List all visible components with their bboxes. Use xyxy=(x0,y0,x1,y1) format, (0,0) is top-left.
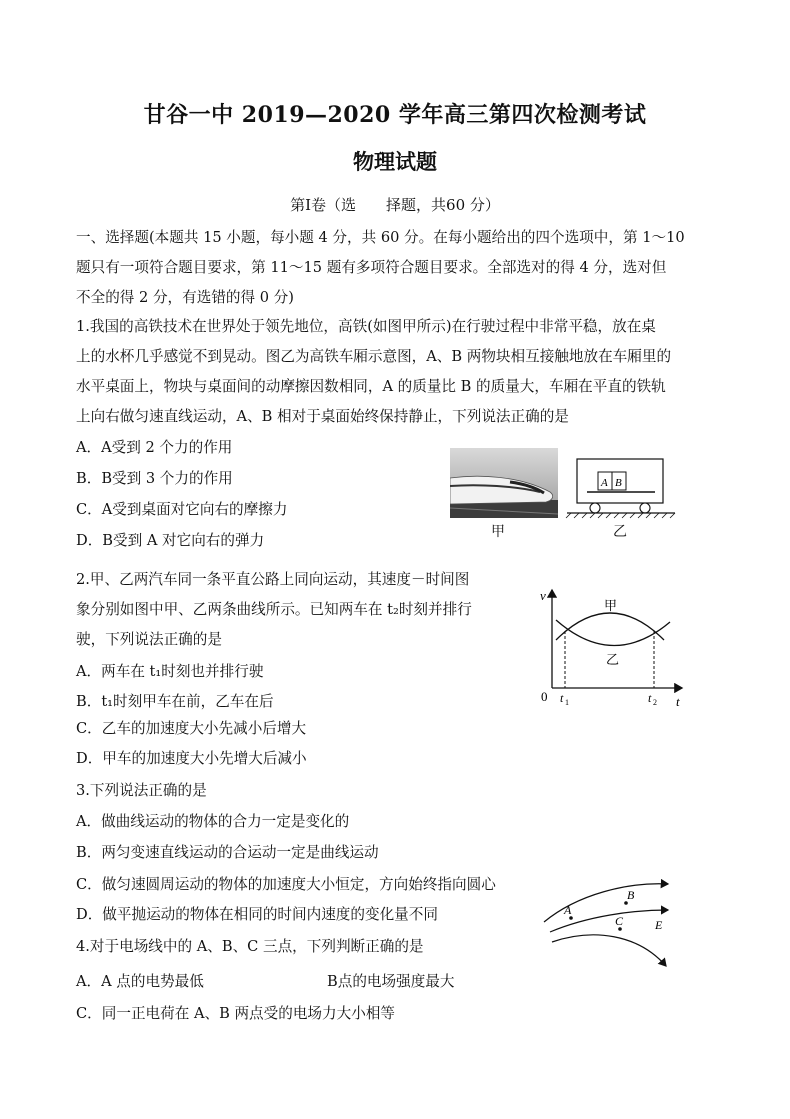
q1-stem-line: 水平桌面上，物块与桌面间的动摩擦因数相同，A 的质量比 B 的质量大，车厢在平直的铁轨 xyxy=(76,378,666,395)
section-heading: 第Ⅰ卷（选 择题，共60 分） xyxy=(290,196,500,214)
fig-yi-caption: 乙 xyxy=(613,524,627,540)
q3-option-a: A．做曲线运动的物体的合力一定是变化的 xyxy=(76,813,350,830)
t1-label: t xyxy=(560,691,564,705)
velocity-time-graph xyxy=(536,584,686,712)
q2-option-a: A．两车在 t₁时刻也并排行驶 xyxy=(76,663,264,680)
q2-stem-line: 2.甲、乙两汽车同一条平直公路上同向运动，其速度－时间图 xyxy=(76,571,470,588)
q3-option-b: B．两匀变速直线运动的合运动一定是曲线运动 xyxy=(76,844,379,861)
q2-option-c: C．乙车的加速度大小先减小后增大 xyxy=(76,720,307,737)
field-line xyxy=(552,935,666,966)
curve-jia xyxy=(556,613,664,640)
curve-yi xyxy=(556,620,670,646)
carriage-diagram xyxy=(565,455,677,519)
t-axis-label: t xyxy=(676,694,680,709)
block-a-label: A xyxy=(601,477,608,489)
curve-yi-label: 乙 xyxy=(606,653,620,668)
q3-option-c: C．做匀速圆周运动的物体的加速度大小恒定，方向始终指向圆心 xyxy=(76,876,496,893)
q3-option-d: D．做平抛运动的物体在相同的时间内速度的变化量不同 xyxy=(76,906,438,923)
q3-stem: 3.下列说法正确的是 xyxy=(76,782,207,799)
q1-option-d: D．B受到 A 对它向右的弹力 xyxy=(76,532,265,549)
q1-stem-line: 上的水杯几乎感觉不到晃动。图乙为高铁车厢示意图，A、B 两物块相互接触地放在车厢里的 xyxy=(76,348,672,365)
t1-subscript: 1 xyxy=(565,698,569,707)
fig-jia-caption: 甲 xyxy=(491,524,505,540)
q4-option-c: C．同一正电荷在 A、B 两点受的电场力大小相等 xyxy=(76,1005,395,1022)
q2-option-b: B．t₁时刻甲车在前，乙车在后 xyxy=(76,693,274,710)
point-c-label: C xyxy=(615,914,624,928)
instruction-line: 题只有一项符合题目要求，第 11～15 题有多项符合题目要求。全部选对的得 4 分，选对但 xyxy=(76,259,667,276)
q4-stem: 4.对于电场线中的 A、B、C 三点，下列判断正确的是 xyxy=(76,938,424,955)
electric-field-lines xyxy=(538,872,678,976)
q1-option-c: C．A受到桌面对它向右的摩擦力 xyxy=(76,501,288,518)
block-b-label: B xyxy=(615,477,622,489)
point-b-label: B xyxy=(627,888,635,902)
q4-option-a: A．A 点的电势最低 xyxy=(76,973,204,990)
q2-option-d: D．甲车的加速度大小先增大后减小 xyxy=(76,750,307,767)
q2-stem-line: 驶，下列说法正确的是 xyxy=(76,631,222,648)
train-photo xyxy=(450,448,558,518)
origin-label: 0 xyxy=(541,689,548,704)
q1-option-a: A．A受到 2 个力的作用 xyxy=(76,439,233,456)
instruction-line: 一、选择题(本题共 15 小题，每小题 4 分，共 60 分。在每小题给出的四个选项中，第 1～10 xyxy=(76,229,685,246)
q1-option-b: B．B受到 3 个力的作用 xyxy=(76,470,233,487)
q4-option-b: B点的电场强度最大 xyxy=(327,973,455,990)
curve-jia-label: 甲 xyxy=(604,599,618,614)
field-e-label: E xyxy=(655,918,663,932)
q2-stem-line: 象分别如图中甲、乙两条曲线所示。已知两车在 t₂时刻并排行 xyxy=(76,601,472,618)
instruction-line: 不全的得 2 分，有选错的得 0 分) xyxy=(76,289,294,306)
point-a-label: A xyxy=(564,903,572,917)
t2-subscript: 2 xyxy=(653,698,657,707)
q1-stem-line: 1.我国的高铁技术在世界处于领先地位，高铁(如图甲所示)在行驶过程中非常平稳，放在桌 xyxy=(76,318,656,335)
exam-subtitle: 物理试题 xyxy=(353,149,437,174)
v-axis-label: v xyxy=(540,588,546,603)
exam-title: 甘谷一中 2019—2020 学年高三第四次检测考试 xyxy=(143,102,647,128)
t2-label: t xyxy=(648,691,652,705)
q1-stem-line: 上向右做匀速直线运动，A、B 相对于桌面始终保持静止，下列说法正确的是 xyxy=(76,408,569,425)
